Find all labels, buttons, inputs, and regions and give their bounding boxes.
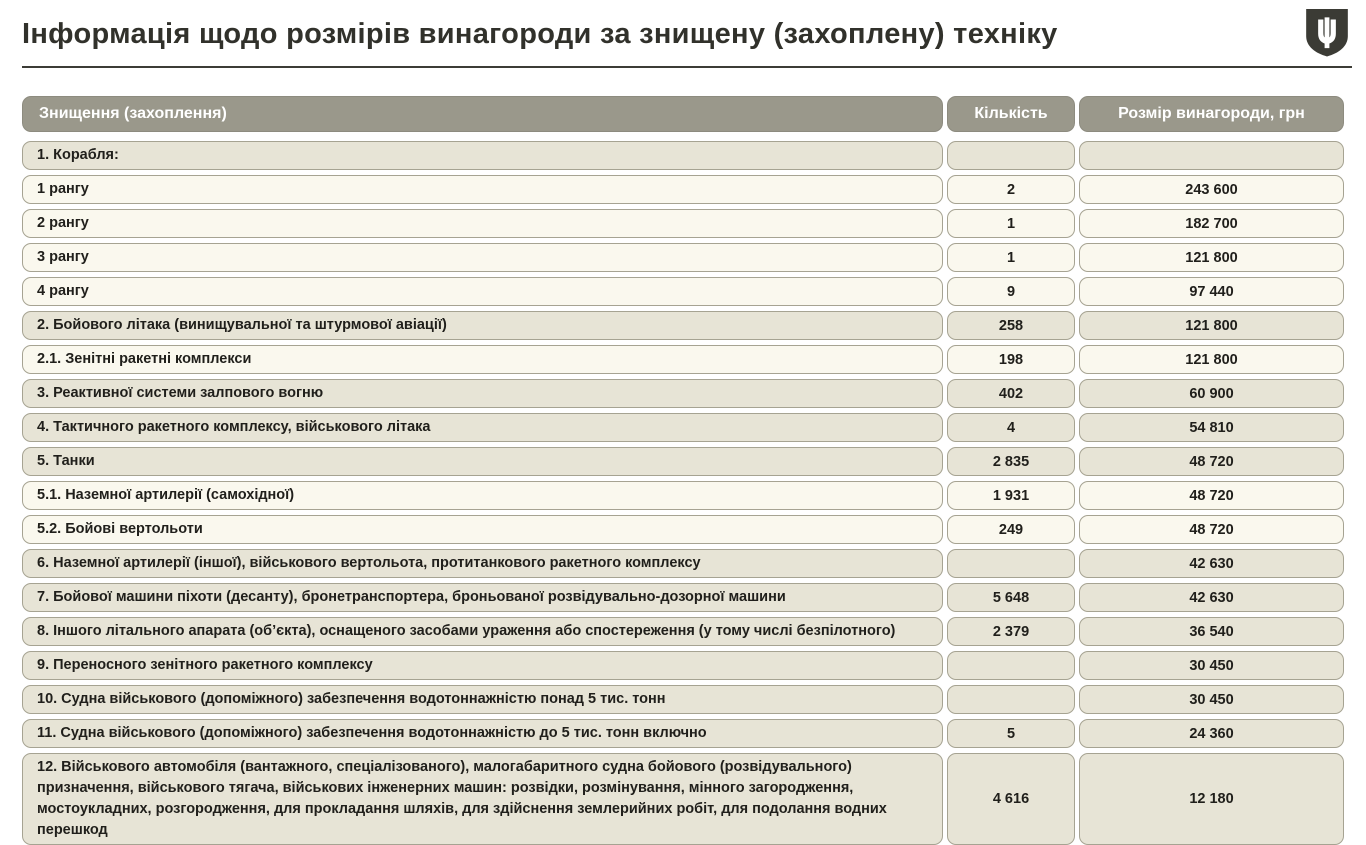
row-reward-cell: 42 630 xyxy=(1079,583,1344,612)
row-label-cell: 2. Бойового літака (винищувальної та штурмової авіації) xyxy=(22,311,943,340)
row-quantity-cell: 2 xyxy=(947,175,1075,204)
column-header-quantity: Кількість xyxy=(947,96,1075,132)
row-quantity-cell: 258 xyxy=(947,311,1075,340)
row-quantity-cell: 2 379 xyxy=(947,617,1075,646)
row-reward-cell: 48 720 xyxy=(1079,481,1344,510)
row-quantity-cell: 198 xyxy=(947,345,1075,374)
row-label-cell: 3 рангу xyxy=(22,243,943,272)
column-header-reward: Розмір винагороди, грн xyxy=(1079,96,1344,132)
row-label-cell: 5. Танки xyxy=(22,447,943,476)
table-row xyxy=(22,345,1343,374)
row-label-cell: 4. Тактичного ракетного комплексу, військового літака xyxy=(22,413,943,442)
row-label-cell: 7. Бойової машини піхоти (десанту), бронетранспортера, броньованої розвідувально-дозорної машини xyxy=(22,583,943,612)
row-quantity-cell xyxy=(947,141,1075,170)
table-row xyxy=(22,753,1343,845)
trident-shield-icon xyxy=(1304,8,1350,58)
row-quantity-cell xyxy=(947,685,1075,714)
row-label-cell: 4 рангу xyxy=(22,277,943,306)
row-quantity-cell: 402 xyxy=(947,379,1075,408)
table-header-row xyxy=(22,96,1343,132)
row-reward-cell: 36 540 xyxy=(1079,617,1344,646)
row-quantity-cell: 4 616 xyxy=(947,753,1075,845)
table-row xyxy=(22,379,1343,408)
table-row xyxy=(22,515,1343,544)
table-row xyxy=(22,141,1343,170)
row-label-cell: 2 рангу xyxy=(22,209,943,238)
table-row xyxy=(22,175,1343,204)
table-row xyxy=(22,277,1343,306)
table-row xyxy=(22,243,1343,272)
table-row xyxy=(22,481,1343,510)
row-label-cell: 5.2. Бойові вертольоти xyxy=(22,515,943,544)
row-reward-cell: 54 810 xyxy=(1079,413,1344,442)
row-reward-cell: 121 800 xyxy=(1079,243,1344,272)
table-row xyxy=(22,617,1343,646)
column-header-destruction: Знищення (захоплення) xyxy=(22,96,943,132)
row-label-cell: 6. Наземної артилерії (іншої), військового вертольота, протитанкового ракетного комплексу xyxy=(22,549,943,578)
table-row xyxy=(22,719,1343,748)
row-quantity-cell: 5 648 xyxy=(947,583,1075,612)
table-row xyxy=(22,685,1343,714)
table-row xyxy=(22,549,1343,578)
row-reward-cell: 121 800 xyxy=(1079,311,1344,340)
row-label-cell: 3. Реактивної системи залпового вогню xyxy=(22,379,943,408)
row-quantity-cell xyxy=(947,651,1075,680)
table-row xyxy=(22,583,1343,612)
row-reward-cell: 48 720 xyxy=(1079,515,1344,544)
row-reward-cell: 12 180 xyxy=(1079,753,1344,845)
table-row xyxy=(22,209,1343,238)
row-reward-cell: 30 450 xyxy=(1079,651,1344,680)
rewards-table xyxy=(22,96,1343,845)
row-quantity-cell: 5 xyxy=(947,719,1075,748)
row-quantity-cell: 1 931 xyxy=(947,481,1075,510)
table-row xyxy=(22,311,1343,340)
row-reward-cell xyxy=(1079,141,1344,170)
row-reward-cell: 30 450 xyxy=(1079,685,1344,714)
row-quantity-cell: 1 xyxy=(947,243,1075,272)
row-reward-cell: 48 720 xyxy=(1079,447,1344,476)
row-label-cell: 10. Судна військового (допоміжного) забезпечення водотоннажністю понад 5 тис. тонн xyxy=(22,685,943,714)
row-quantity-cell: 2 835 xyxy=(947,447,1075,476)
row-reward-cell: 182 700 xyxy=(1079,209,1344,238)
row-label-cell: 1. Корабля: xyxy=(22,141,943,170)
row-quantity-cell xyxy=(947,549,1075,578)
table-row xyxy=(22,413,1343,442)
row-quantity-cell: 249 xyxy=(947,515,1075,544)
row-quantity-cell: 1 xyxy=(947,209,1075,238)
row-label-cell: 12. Військового автомобіля (вантажного, спеціалізованого), малогабаритного судна бойового (розвідувального) призначення, військового тягача, військових інженерних машин: розвідки, розмінування, мінного загородження, мостоукладних, розгородження, для прокладання шляхів, для здійснення землерийних робіт, для подолання водних перешкод xyxy=(22,753,943,845)
row-reward-cell: 121 800 xyxy=(1079,345,1344,374)
page-header xyxy=(0,0,1366,58)
row-reward-cell: 97 440 xyxy=(1079,277,1344,306)
row-label-cell: 8. Іншого літального апарата (об’єкта), оснащеного засобами ураження або спостереження (у тому числі безпілотного) xyxy=(22,617,943,646)
row-label-cell: 1 рангу xyxy=(22,175,943,204)
row-label-cell: 9. Переносного зенітного ракетного комплексу xyxy=(22,651,943,680)
row-quantity-cell: 9 xyxy=(947,277,1075,306)
row-label-cell: 5.1. Наземної артилерії (самохідної) xyxy=(22,481,943,510)
row-quantity-cell: 4 xyxy=(947,413,1075,442)
table-row xyxy=(22,651,1343,680)
title-divider xyxy=(22,66,1352,68)
page-title: Інформація щодо розмірів винагороди за знищену (захоплену) техніку xyxy=(22,18,1058,50)
row-reward-cell: 60 900 xyxy=(1079,379,1344,408)
row-reward-cell: 42 630 xyxy=(1079,549,1344,578)
row-label-cell: 11. Судна військового (допоміжного) забезпечення водотоннажністю до 5 тис. тонн включно xyxy=(22,719,943,748)
row-label-cell: 2.1. Зенітні ракетні комплекси xyxy=(22,345,943,374)
row-reward-cell: 24 360 xyxy=(1079,719,1344,748)
table-row xyxy=(22,447,1343,476)
row-reward-cell: 243 600 xyxy=(1079,175,1344,204)
table-body xyxy=(22,141,1343,845)
